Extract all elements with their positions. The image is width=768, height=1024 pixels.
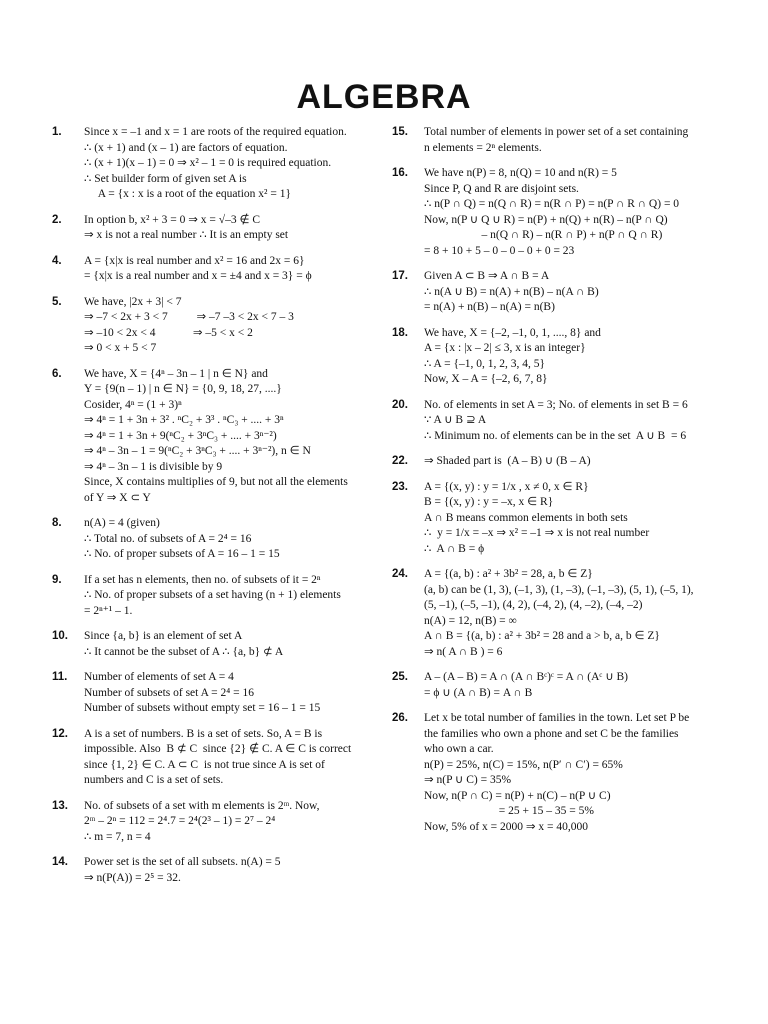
solution-line: ∴ (x + 1) and (x – 1) are factors of equation. — [84, 141, 288, 154]
question-number: 5. — [52, 295, 62, 308]
solution-line: the families who own a phone and set C be the families — [424, 727, 679, 740]
solution-line: ⇒ n(P ∪ C) = 35% — [424, 774, 512, 786]
solution-line: ⇒ Shaded part is (A – B) ∪ (B – A) — [424, 455, 591, 467]
question-number: 13. — [52, 799, 68, 812]
solution-line: (5, –1), (–5, –1), (4, 2), (–4, 2), (4, –2), (–4, –2) — [424, 599, 643, 611]
solution-item — [52, 670, 382, 717]
question-number: 9. — [52, 573, 62, 586]
solution-line: since {1, 2} ∈ C. A ⊂ C is not true since A is set of — [84, 758, 325, 771]
solution-line: Let x be total number of families in the town. Let set P be — [424, 712, 690, 724]
solution-line: A = {x|x is real number and x² = 16 and 2x = 6} — [84, 254, 305, 267]
solution-line: ⇒ 4ⁿ = 1 + 3n + 9(ⁿC₂ + 3ⁿC₃ + .... + 3ⁿ⁻²) — [84, 429, 277, 442]
solution-line: = ϕ ∪ (A ∩ B) = A ∩ B — [424, 686, 533, 699]
question-number: 12. — [52, 727, 68, 740]
solution-line: ∴ Total no. of subsets of A = 2⁴ = 16 — [84, 532, 252, 545]
solution-line: Given A ⊂ B ⇒ A ∩ B = A — [424, 270, 550, 282]
solution-line: We have, X = {4ⁿ – 3n – 1 | n ∈ N} and — [84, 367, 268, 380]
solution-line: ⇒ n(P(A)) = 2⁵ = 32. — [84, 871, 181, 884]
solution-item — [392, 480, 722, 558]
solution-line: ∴ A ∩ B = ϕ — [424, 542, 485, 555]
solution-line: ∴ No. of proper subsets of A = 16 – 1 = 15 — [84, 548, 280, 560]
solution-line: Total number of elements in power set of a set containing — [424, 126, 689, 138]
solution-line: ⇒ –7 < 2x + 3 < 7 ⇒ –7 –3 < 2x < 7 – 3 — [84, 311, 294, 323]
question-number: 8. — [52, 517, 62, 529]
solution-line: In option b, x² + 3 = 0 ⇒ x = √–3 ∉ C — [84, 213, 261, 226]
solution-line: Now, 5% of x = 2000 ⇒ x = 40,000 — [424, 820, 589, 833]
solution-line: A ∩ B means common elements in both sets — [424, 511, 628, 524]
solution-line: We have, X = {–2, –1, 0, 1, ...., 8} and — [424, 326, 601, 339]
solution-line: – n(Q ∩ R) – n(R ∩ P) + n(P ∩ Q ∩ R) — [424, 229, 663, 241]
solution-item — [52, 799, 382, 846]
solution-line: 2ᵐ – 2ⁿ = 112 = 2⁴.7 = 2⁴(2³ – 1) = 2⁷ – 2⁴ — [84, 815, 276, 827]
solution-line: ⇒ 0 < x + 5 < 7 — [84, 342, 157, 354]
solution-item — [52, 367, 382, 507]
solution-line: ∴ y = 1/x = –x ⇒ x² = –1 ⇒ x is not real number — [424, 527, 650, 539]
solution-line: numbers and C is a set of sets. — [84, 774, 224, 786]
solution-line: ∴ n(P ∩ Q) = n(Q ∩ R) = n(R ∩ P) = n(P ∩ R ∩ Q) = 0 — [424, 198, 680, 210]
solution-line: Number of subsets without empty set = 16 – 1 = 15 — [84, 702, 321, 714]
question-number: 17. — [392, 270, 408, 282]
question-number: 14. — [52, 856, 68, 868]
solution-line: B = {(x, y) : y = –x, x ∈ R} — [424, 496, 554, 508]
solution-line: Now, n(P ∪ Q ∪ R) = n(P) + n(Q) + n(R) – n(P ∩ Q) — [424, 213, 668, 226]
solution-line: = {x|x is a real number and x = ±4 and x = 3} = ϕ — [84, 270, 312, 282]
solution-line: ∴ (x + 1)(x – 1) = 0 ⇒ x² – 1 = 0 is required equation. — [84, 157, 332, 169]
solution-item — [392, 326, 722, 388]
solution-line: If a set has n elements, then no. of subsets of it = 2ⁿ — [84, 573, 321, 586]
solution-line: ∴ m = 7, n = 4 — [84, 830, 151, 843]
solution-line: Number of elements of set A = 4 — [84, 671, 234, 683]
solution-item — [52, 629, 382, 660]
solution-line: n elements = 2ⁿ elements. — [424, 141, 542, 154]
question-number: 18. — [392, 326, 408, 339]
left-column — [52, 125, 382, 896]
solution-line: No. of elements in set A = 3; No. of elements in set B = 6 — [424, 398, 688, 411]
solution-item — [52, 295, 382, 357]
question-number: 15. — [392, 126, 408, 138]
solution-line: No. of subsets of a set with m elements is 2ᵐ. Now, — [84, 799, 320, 812]
solution-line: Now, X – A = {–2, 6, 7, 8} — [424, 373, 548, 385]
question-number: 25. — [392, 671, 408, 683]
question-number: 2. — [52, 213, 62, 226]
solution-item — [52, 213, 382, 244]
question-number: 11. — [52, 671, 68, 683]
right-column — [392, 125, 722, 845]
solution-item — [392, 454, 722, 470]
solution-line: ⇒ 4ⁿ – 3n – 1 is divisible by 9 — [84, 460, 223, 473]
solution-item — [392, 567, 722, 660]
solution-line: who own a car. — [424, 743, 494, 755]
solution-item — [52, 516, 382, 563]
solution-line: A ∩ B = {(a, b) : a² + 3b² = 28 and a > b, a, b ∈ Z} — [424, 630, 660, 642]
question-number: 10. — [52, 630, 68, 642]
solution-item — [392, 125, 722, 156]
solution-line: Y = {9(n – 1) | n ∈ N} = {0, 9, 18, 27, ....} — [84, 383, 282, 395]
solution-line: = 8 + 10 + 5 – 0 – 0 – 0 + 0 = 23 — [424, 244, 575, 257]
solution-item — [52, 573, 382, 620]
solution-line: Since x = –1 and x = 1 are roots of the required equation. — [84, 126, 347, 138]
solution-line: A = {x : x is a root of the equation x² = 1} — [84, 188, 291, 200]
solution-line: (a, b) can be (1, 3), (–1, 3), (1, –3), (–1, –3), (5, 1), (–5, 1), — [424, 583, 694, 596]
question-number: 23. — [392, 480, 408, 493]
solution-line: = 2ⁿ⁺¹ – 1. — [84, 604, 133, 617]
solution-line: impossible. Also B ⊄ C since {2} ∉ C. A ∈ C is correct — [84, 743, 352, 755]
solution-line: ⇒ n( A ∩ B ) = 6 — [424, 645, 503, 658]
solution-item — [52, 125, 382, 203]
solution-line: We have n(P) = 8, n(Q) = 10 and n(R) = 5 — [424, 167, 617, 179]
question-number: 22. — [392, 455, 408, 467]
solution-line: Power set is the set of all subsets. n(A) = 5 — [84, 856, 281, 868]
solution-line: A = {x : |x – 2| ≤ 3, x is an integer} — [424, 342, 586, 354]
question-number: 24. — [392, 568, 408, 580]
solution-line: of Y ⇒ X ⊂ Y — [84, 491, 151, 504]
solution-line: Since P, Q and R are disjoint sets. — [424, 182, 579, 195]
solution-line: Since, X contains multiplies of 9, but not all the elements — [84, 476, 348, 488]
solution-line: Since {a, b} is an element of set A — [84, 630, 243, 642]
solution-item — [392, 398, 722, 445]
solution-line: ⇒ 4ⁿ = 1 + 3n + 3² . ⁿC₂ + 3³ . ⁿC₃ + .... + 3ⁿ — [84, 414, 284, 426]
solution-line: A is a set of numbers. B is a set of sets. So, A = B is — [84, 727, 323, 740]
solution-line: A = {(a, b) : a² + 3b² = 28, a, b ∈ Z} — [424, 568, 593, 580]
solution-item — [392, 269, 722, 316]
question-number: 4. — [52, 254, 62, 267]
question-number: 6. — [52, 367, 62, 380]
question-number: 26. — [392, 712, 408, 724]
question-number: 20. — [392, 398, 408, 411]
question-number: 1. — [52, 126, 62, 138]
solution-line: ⇒ –10 < 2x < 4 ⇒ –5 < x < 2 — [84, 326, 253, 339]
solution-line: = n(A) + n(B) – n(A) = n(B) — [424, 301, 555, 313]
solution-line: ⇒ 4ⁿ – 3n – 1 = 9(ⁿC₂ + 3ⁿC₃ + .... + 3ⁿ⁻²), n ∈ N — [84, 445, 311, 457]
solution-line: ∴ A = {–1, 0, 1, 2, 3, 4, 5} — [424, 357, 546, 370]
solution-line: Number of subsets of set A = 2⁴ = 16 — [84, 686, 254, 699]
solution-line: ⇒ x is not a real number ∴ It is an empty set — [84, 229, 289, 241]
solution-item — [392, 166, 722, 259]
page-title: ALGEBRA — [296, 78, 472, 116]
solution-line: ∴ No. of proper subsets of a set having (n + 1) elements — [84, 589, 341, 601]
solution-line: Cosider, 4ⁿ = (1 + 3)ⁿ — [84, 398, 182, 411]
solution-line: ∴ Set builder form of given set A is — [84, 172, 247, 185]
solution-line: ∴ Minimum no. of elements can be in the set A ∪ B = 6 — [424, 429, 687, 442]
solution-line: Now, n(P ∩ C) = n(P) + n(C) – n(P ∪ C) — [424, 789, 611, 802]
solution-item — [392, 711, 722, 835]
solution-line: A – (A – B) = A ∩ (A ∩ Bᶜ)ᶜ = A ∩ (Aᶜ ∪ B) — [424, 671, 629, 683]
solution-item — [52, 727, 382, 789]
solution-item — [52, 855, 382, 886]
solution-line: = 25 + 15 – 35 = 5% — [424, 805, 594, 817]
solution-item — [392, 670, 722, 701]
solution-line: ∴ n(A ∪ B) = n(A) + n(B) – n(A ∩ B) — [424, 285, 599, 298]
solution-line: n(P) = 25%, n(C) = 15%, n(P′ ∩ C′) = 65% — [424, 758, 623, 771]
question-number: 16. — [392, 167, 408, 179]
solution-line: n(A) = 12, n(B) = ∞ — [424, 614, 517, 627]
solution-line: ∴ It cannot be the subset of A ∴ {a, b} ⊄ A — [84, 645, 284, 658]
solution-line: ∵ A ∪ B ⊇ A — [424, 414, 487, 426]
solution-line: n(A) = 4 (given) — [84, 517, 160, 529]
solution-line: We have, |2x + 3| < 7 — [84, 295, 182, 308]
solution-line: A = {(x, y) : y = 1/x , x ≠ 0, x ∈ R} — [424, 480, 589, 493]
solution-item — [52, 254, 382, 285]
